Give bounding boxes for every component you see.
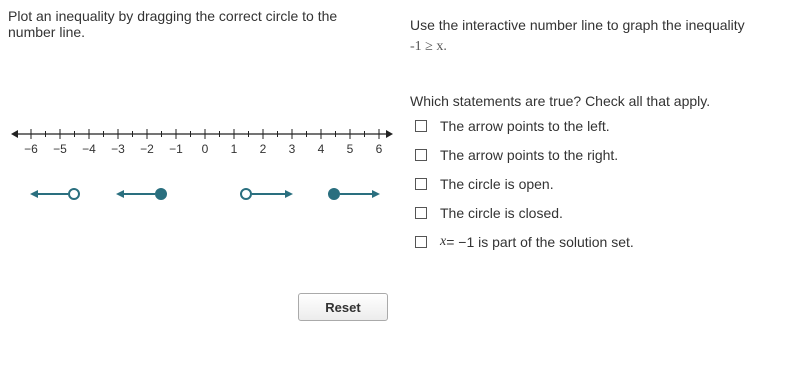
option-label: The circle is open. xyxy=(440,175,554,192)
axis-arrow-left xyxy=(11,130,18,138)
reset-button[interactable]: Reset xyxy=(298,293,388,321)
checkbox[interactable] xyxy=(415,178,427,190)
left-instruction: Plot an inequality by dragging the correct circle to the number line. xyxy=(8,8,338,40)
open-circle xyxy=(69,189,79,199)
prompt xyxy=(410,15,795,57)
open-circle-right-arrow[interactable] xyxy=(241,189,293,199)
options-list xyxy=(410,111,795,256)
closed-circle-left-arrow[interactable] xyxy=(116,189,166,199)
closed-circle-right-arrow[interactable] xyxy=(329,189,380,199)
open-circle-left-arrow[interactable] xyxy=(30,189,79,199)
tick-label: 5 xyxy=(346,142,354,156)
tick-label: −6 xyxy=(24,142,38,156)
tick-label: −5 xyxy=(53,142,67,156)
tick-label: −2 xyxy=(140,142,154,156)
option-label: The arrow points to the left. xyxy=(440,117,610,134)
checkbox[interactable] xyxy=(415,120,427,132)
option-label: = −1 is part of the solution set. xyxy=(446,233,634,250)
closed-circle xyxy=(156,189,166,199)
number-line[interactable] xyxy=(8,124,398,214)
tick-label: 3 xyxy=(288,142,296,156)
checkbox[interactable] xyxy=(415,149,427,161)
checkbox[interactable] xyxy=(415,207,427,219)
tick-label: 2 xyxy=(259,142,267,156)
option-label: The arrow points to the right. xyxy=(440,146,619,163)
marker-arrowhead xyxy=(372,190,380,198)
tick-label: 6 xyxy=(375,142,383,156)
option-arrow-right[interactable] xyxy=(410,140,795,169)
tick-label: −3 xyxy=(111,142,125,156)
closed-circle xyxy=(329,189,339,199)
marker-arrowhead xyxy=(285,190,293,198)
tick-label: 1 xyxy=(230,142,238,156)
question-panel xyxy=(410,15,795,256)
marker-arrowhead xyxy=(30,190,38,198)
option-arrow-left[interactable] xyxy=(410,111,795,140)
axis-arrow-right xyxy=(386,130,393,138)
marker-arrowhead xyxy=(116,190,124,198)
tick-label: 4 xyxy=(317,142,325,156)
tick-label: −1 xyxy=(169,142,183,156)
option-solution-set[interactable] xyxy=(410,227,795,256)
option-math: x xyxy=(440,233,447,249)
inequality: -1 ≥ x. xyxy=(410,39,447,54)
option-circle-open[interactable] xyxy=(410,169,795,198)
checkbox[interactable] xyxy=(415,236,427,248)
prompt-text: Use the interactive number line to graph the inequality xyxy=(410,17,745,33)
option-circle-closed[interactable] xyxy=(410,198,795,227)
open-circle xyxy=(241,189,251,199)
tick-label: −4 xyxy=(82,142,96,156)
question-text: Which statements are true? Check all that apply. xyxy=(410,93,711,109)
tick-label: 0 xyxy=(201,142,209,156)
option-label: The circle is closed. xyxy=(440,204,563,221)
